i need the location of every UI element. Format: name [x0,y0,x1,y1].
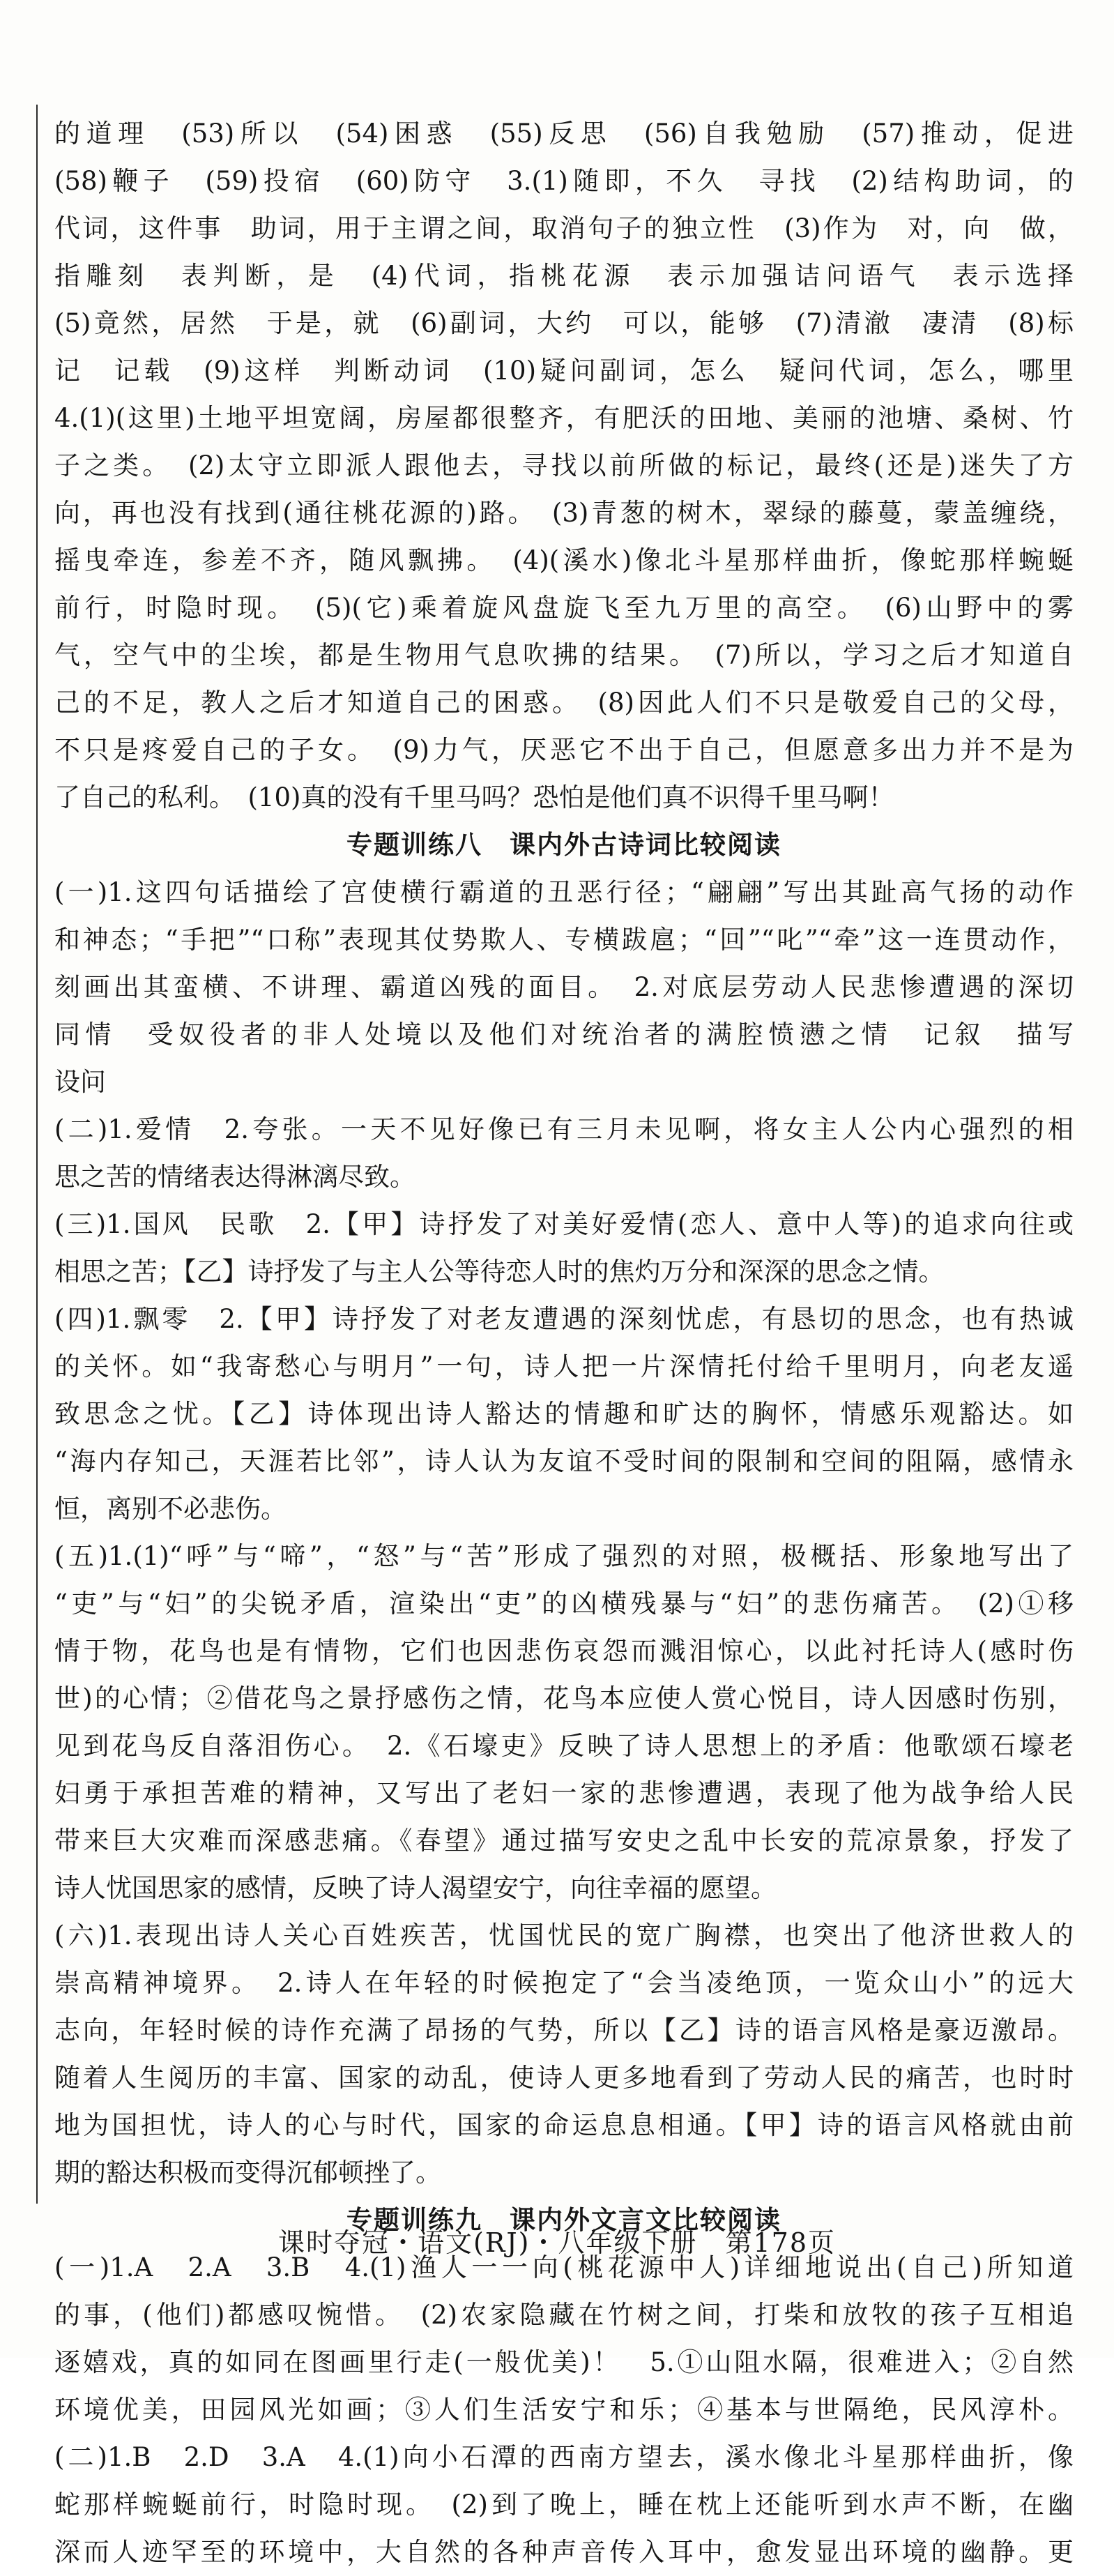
text-line: 崇高精神境界。 2.诗人在年轻的时候抱定了“会当凌绝顶，一览众山小”的远大 [54,1968,1074,1998]
text-line: 的关怀。如“我寄愁心与明月”一句，诗人把一片深情托付给千里明月，向老友遥 [54,1351,1074,1381]
text-line: 志向，年轻时候的诗作充满了昂扬的气势，所以【乙】诗的语言风格是豪迈激昂。 [54,2015,1074,2045]
text-line: (二)1.B 2.D 3.A 4.(1)向小石潭的西南方望去，溪水像北斗星那样曲折，像 [54,2442,1074,2472]
answers-continued-block [54,110,1074,821]
text-line: (四)1.飘零 2.【甲】诗抒发了对老友遭遇的深刻忧虑，有恳切的思念，也有热诚 [54,1304,1074,1334]
text-line: “吏”与“妇”的尖锐矛盾，渲染出“吏”的凶横残暴与“妇”的悲伤痛苦。 (2)①移 [54,1589,1074,1619]
page-footer: 课时夺冠・语文(RJ)・八年级下册 第178页 [277,2227,837,2258]
text-line: 代词，这件事 助词，用于主谓之间，取消句子的独立性 (3)作为 对，向 做， [54,213,1074,243]
text-line: 的道理 (53)所以 (54)困惑 (55)反思 (56)自我勉励 (57)推动，促进 [54,119,1074,149]
text-line: (一)1.这四句话描绘了宫使横行霸道的丑恶行径；“翩翩”写出其趾高气扬的动作 [54,877,1074,907]
text-line: 气，空气中的尘埃，都是生物用气息吹拂的结果。 (7)所以，学习之后才知道自 [54,640,1074,670]
text-line: (一)1.A 2.A 3.B 4.(1)渔人一一向(桃花源中人)详细地说出(自己)所知道 [54,2252,1074,2282]
text-line: 世)的心情；②借花鸟之景抒感伤之情，花鸟本应使人赏心悦目，诗人因感时伤别， [54,1683,1074,1713]
text-line: 指雕刻 表判断，是 (4)代词，指桃花源 表示加强诘问语气 表示选择 [54,261,1074,291]
text-line: 恒，离别不必悲伤。 [54,1494,287,1524]
text-line: 刻画出其蛮横、不讲理、霸道凶残的面目。 2.对底层劳动人民悲惨遭遇的深切 [54,972,1074,1002]
text-line: 记 记载 (9)这样 判断动词 (10)疑问副词，怎么 疑问代词，怎么，哪里 [54,356,1074,386]
text-line: 诗人忧国思家的感情，反映了诗人渴望安宁，向往幸福的愿望。 [54,1873,777,1903]
text-line: 己的不足，教人之后才知道自己的困惑。 (8)因此人们不只是敬爱自己的父母， [54,688,1074,718]
text-line: “海内存知己，天涯若比邻”，诗人认为友谊不受时间的限制和空间的阻隔，感情永 [54,1446,1074,1476]
text-line: 期的豁达积极而变得沉郁顿挫了。 [54,2158,441,2188]
text-line: (58)鞭子 (59)投宿 (60)防守 3.(1)随即，不久 寻找 (2)结构助词，的 [54,166,1074,196]
text-line: (五)1.(1)“呼”与“啼”，“怒”与“苦”形成了强烈的对照，极概括、形象地写出了 [54,1541,1074,1571]
text-line: 的事，(他们)都感叹惋惜。 (2)农家隐藏在竹树之间，打柴和放牧的孩子互相追 [54,2300,1074,2330]
text-line: (六)1.表现出诗人关心百姓疾苦，忧国忧民的宽广胸襟，也突出了他济世救人的 [54,1920,1074,1950]
text-line: 思之苦的情绪表达得淋漓尽致。 [54,1162,415,1192]
section-heading-training-8: 专题训练八 课内外古诗词比较阅读 [346,830,781,860]
text-line: 不只是疼爱自己的子女。 (9)力气，厌恶它不出于自己，但愿意多出力并不是为 [54,735,1074,765]
text-line: (二)1.爱情 2.夸张。一天不见好像已有三月未见啊，将女主人公内心强烈的相 [54,1114,1074,1144]
text-line: 带来巨大灾难而深感悲痛。《春望》通过描写安史之乱中长安的荒凉景象，抒发了 [54,1826,1074,1856]
text-line: 地为国担忧，诗人的心与时代，国家的命运息息相通。【甲】诗的语言风格就由前 [54,2110,1074,2140]
text-line: 情于物，花鸟也是有情物，它们也因悲伤哀怨而溅泪惊心，以此衬托诗人(感时伤 [54,1636,1074,1666]
text-line: 见到花鸟反自落泪伤心。 2.《石壕吏》反映了诗人思想上的矛盾：他歌颂石壕老 [54,1731,1074,1761]
text-line: 环境优美，田园风光如画；③人们生活安宁和乐；④基本与世隔绝，民风淳朴。 [54,2395,1074,2425]
text-line: 4.(1)(这里)土地平坦宽阔，房屋都很整齐，有肥沃的田地、美丽的池塘、桑树、竹 [54,403,1074,433]
text-line: 妇勇于承担苦难的精神，又写出了老妇一家的悲惨遭遇，表现了他为战争给人民 [54,1778,1074,1808]
section-heading-training-9: 专题训练九 课内外文言文比较阅读 [346,2205,781,2235]
training-8-answers-block [54,869,1074,2197]
text-line: 摇曳牵连，参差不齐，随风飘拂。 (4)(溪水)像北斗星那样曲折，像蛇那样蜿蜒 [54,545,1074,575]
text-line: 随着人生阅历的丰富、国家的动乱，使诗人更多地看到了劳动人民的痛苦，也时时 [54,2063,1074,2093]
text-line: 致思念之忧。【乙】诗体现出诗人豁达的情趣和旷达的胸怀，情感乐观豁达。如 [54,1399,1074,1429]
left-margin-rule [36,105,38,2204]
text-line: (5)竟然，居然 于是，就 (6)副词，大约 可以，能够 (7)清澈 凄清 (8)标 [54,308,1074,338]
text-line: 同情 受奴役者的非人处境以及他们对统治者的满腔愤懑之情 记叙 描写 [54,1020,1074,1050]
text-line: 前行，时隐时现。 (5)(它)乘着旋风盘旋飞至九万里的高空。 (6)山野中的雾 [54,593,1074,623]
text-line: 和神态；“手把”“口称”表现其仗势欺人、专横跋扈；“回”“叱”“牵”这一连贯动作， [54,925,1074,955]
answer-text-body [54,110,1074,2576]
text-line: (三)1.国风 民歌 2.【甲】诗抒发了对美好爱情(恋人、意中人等)的追求向往或 [54,1209,1074,1239]
text-line: 子之类。 (2)太守立即派人跟他去，寻找以前所做的标记，最终(还是)迷失了方 [54,450,1074,480]
text-line: 了自己的私利。 (10)真的没有千里马吗？恐怕是他们真不识得千里马啊！ [54,782,894,812]
training-9-answers-block [54,2244,1074,2576]
text-line: 设问 [54,1067,106,1097]
text-line: 蛇那样蜿蜒前行，时隐时现。 (2)到了晚上，睡在枕上还能听到水声不断，在幽 [54,2490,1074,2520]
text-line: 深而人迹罕至的环境中，大自然的各种声音传入耳中，愈发显出环境的幽静。更 [54,2537,1074,2567]
text-line: 向，再也没有找到(通往桃花源的)路。 (3)青葱的树木，翠绿的藤蔓，蒙盖缠绕， [54,498,1074,528]
text-line: 相思之苦；【乙】诗抒发了与主人公等待恋人时的焦灼万分和深深的思念之情。 [54,1257,945,1287]
text-line: 逐嬉戏，真的如同在图画里行走(一般优美)！ 5.①山阻水隔，很难进入；②自然 [54,2347,1074,2377]
